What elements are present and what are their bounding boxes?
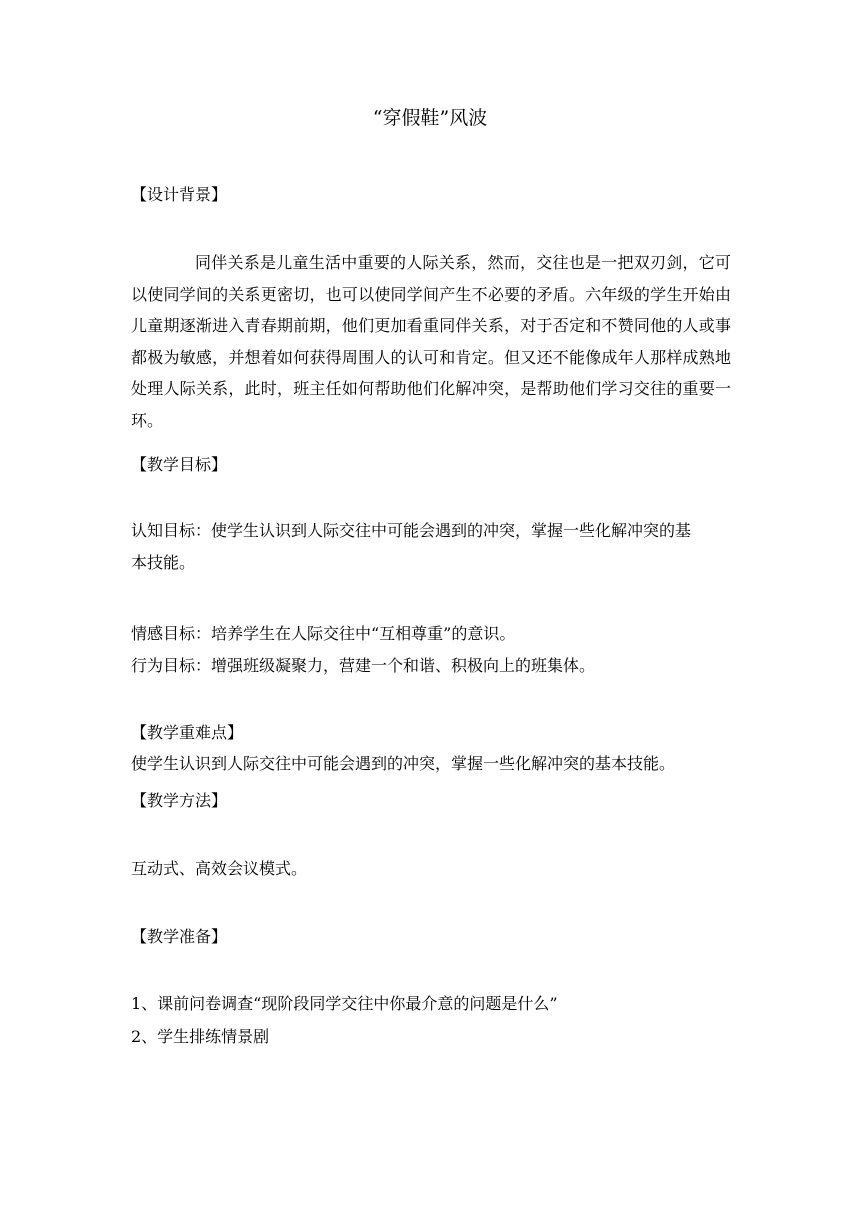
document-title: “穿假鞋”风波 (372, 107, 488, 129)
objective-behavioral: 行为目标：增强班级凝聚力，营建一个和谐、积极向上的班集体。 (131, 656, 596, 675)
objective-cognitive-line2: 本技能。 (131, 553, 196, 572)
section-heading-background: 【设计背景】 (131, 185, 228, 204)
section-heading-objectives: 【教学目标】 (131, 455, 228, 474)
section-heading-preparation: 【教学准备】 (131, 927, 228, 946)
objective-emotional: 情感目标：培养学生在人际交往中“互相尊重”的意识。 (131, 624, 516, 643)
key-points-text: 使学生认识到人际交往中可能会遇到的冲突，掌握一些化解冲突的基本技能。 (131, 754, 676, 773)
preparation-item: 2、学生排练情景剧 (131, 1027, 270, 1046)
methods-text: 互动式、高效会议模式。 (131, 859, 308, 878)
section-heading-methods: 【教学方法】 (131, 791, 228, 810)
objective-cognitive-line1: 认知目标：使学生认识到人际交往中可能会遇到的冲突，掌握一些化解冲突的基 (131, 521, 692, 540)
background-paragraph: 同伴关系是儿童生活中重要的人际关系，然而，交往也是一把双刃剑，它可以使同学间的关系更密切，也可以使同学间产生不必要的矛盾。六年级的学生开始由儿童期逐渐进入青春期前期，他们更加看重同伴关系，对于否定和不赞同他的人或事都极为敏感，并想着如何获得周围人的认可和肯定。但又还不能像成年人那样成熟地处理人际关系，此时，班主任如何帮助他们化解冲突，是帮助他们学习交往的重要一环。 (131, 253, 731, 430)
section-heading-key-points: 【教学重难点】 (131, 723, 244, 742)
preparation-item: 1、课前问卷调查“现阶段同学交往中你最介意的问题是什么” (131, 994, 558, 1013)
